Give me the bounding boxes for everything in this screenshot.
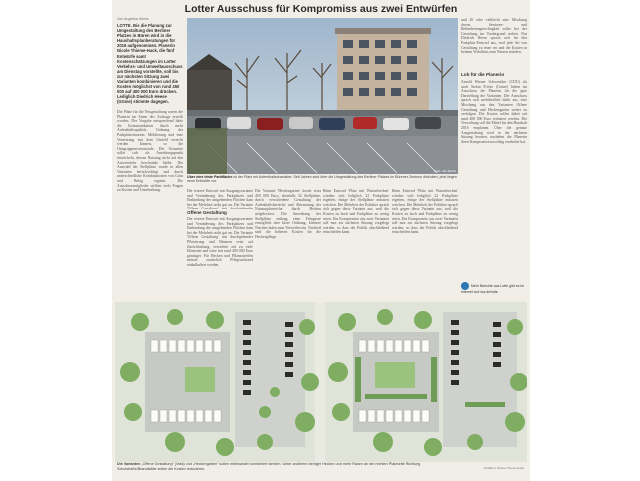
photo-caption-lead: Über eine triste Parkfläche [187,175,233,179]
globe-icon [461,282,469,290]
article-byline: Von Angelika Hitzke [117,17,149,21]
site-plan-caption [117,462,457,476]
site-plan-caption-lead: Die Varianten [117,462,141,466]
site-plan-left [115,302,319,462]
parking-lot-photo-graphic [187,18,458,174]
subhead-offene-gestaltung: Offene Gestaltung [187,210,227,215]
article-column-4: Beim Entwurf 'Platz mit Wasserbecken' würden sich lediglich 22 Parkplätze ergeben, einige der Stellplätze müssten weichen. Die Mehrheit der Politiker sprach sich gegen diese Variante aus, weil die Kosten zu hoch und Parkplätze zu wenig seien. Ein Kompromiss aus zwei Varianten soll nun zur nächsten Sitzung vorgelegt werden, so dass die Politik abschließend entscheiden kann. [323,189,389,235]
site-plan-right [325,302,527,462]
article-lead: LOTTE. Bis die Planung zur Umgestaltung des Berliner Platzes in Büren wird in die Haushaltsplanberatungen für 2016 aufgenommen. Planerin Nicole Thieme-Hack, die fünf Entwürfe samt Kostenschätzungen im Lotter Verkehrs- und Umweltausschuss am Dienstag vorstellte, soll bis zur nächsten Sitzung zwei Varianten kombinieren und die Kosten möglichst von rund 450 000 auf 400 000 Euro drücken. Lediglich Diedrich Heese (Grüne) stimmte dagegen. [117,23,183,105]
photo-credit: Foto: Jan-Moritz [434,169,456,173]
newspaper-page [112,0,530,481]
photo-caption-text: ist der Platz mit Aufenthaltscharakter. Seit Jahren wird über die Umgestaltung des Berliner Platzes im Bürener Zentrum diskutiert, jetzt liegen neue Entwürfe vor. [187,175,457,184]
article-column-2: Der teurere Entwurf mit Ausgangsvariante und Veränderung des Parkplatzes und Einbindung der umgebenden Flächen kam bei der Mehrheit nicht gut an. Die Variante [187,189,253,207]
article-column-6b: Arnold Werner Schwentker (CDU) als auch Stefan Fricke (Grüne) lobten im Ausschuss die Planerin für die gute Darstellung der Varianten. Der Ausschuss sprach sich mehrheitlich dafür aus, eine Mischung aus den Varianten Offene Gestaltung und Heckengarten weiter zu verfolgen. Die Kosten sollen dabei auf rund 400 000 Euro reduziert werden. Die Verwaltung soll die Mittel für den Haushalt 2016 einplanen. Über die genaue Ausgestaltung wird in der nächsten Sitzung beraten, nachdem die Planerin ihren Kompromissvorschlag erarbeitet hat. [461,80,527,144]
subhead-lob-planerin: Lob für die Planerin [461,72,505,77]
site-plan-credit: Grafiken: Nicole Thieme-Hack [484,466,524,470]
site-plan-graphic [115,302,527,462]
photo-caption [187,175,458,187]
article-headline: Lotter Ausschuss für Kompromiss aus zwei Entwürfen [184,3,458,15]
article-column-2b: Der teurere Entwurf mit Ausgangsvariante und Veränderung des Parkplatzes und Einbindung der umgebenden Flächen kam bei der Mehrheit nicht gut an. Die Variante 'Offene Gestaltung' mit durchgehender Pflasterung und Bäumen setzt auf Zurückhaltung, verzichtet auf zu viele Elemente und wäre mit rund 400 000 Euro günstiger. Für Hecken und Pflanzstreifen müsste zusätzlich Pflegeaufwand einkalkuliert werden. [187,217,253,267]
online-info-text: Mehr Berichte aus Lotte gibt es im Internet auf noz.de/lotte [461,283,525,294]
article-column-1: Die Pläne für die Neugestaltung waren die Planerin im Sinne des Auftrags erstellt worden. Der Vorgabe entsprechend hätte die Kommunikation durch mehr Aufenthaltsqualität, Ordnung der Parkplatzsituation, Möblierung und eine Vernetzung mit dem Umfeld erreicht werden können, so die Ortsgruppenvorsitzende. Die Ortsmitte sollte sich als Anziehungspunkt entwickeln, dessen Nutzung nicht auf den Autoverkehr beschränkt bleibt. Die Auswahl der Stellplätze wurde in allen Varianten berücksichtigt und durch unterschiedliche Kombinationen von Grün und Belag ergänzt. Die Ausschussmitglieder stellten viele Fragen zu Kosten und Unterhaltung. [117,110,183,193]
article-column-3: Die Variante 'Heckengarten' kostet etwa 450 000 Euro, ebenfalls 32 Stellplätze, durch verschiedene Gestaltung der Aufenthaltsbereiche und Abtrennung der Nutzungsbereiche durch Hecken aufgelockert. Die Anordnung der Stellplätze entlang einer Fahrgasse ermöglicht eine klare Ordnung, kleinere Nischen laden zum Verweilen ein. Nachteil sind die höheren Kosten für die Heckenpflege. [255,189,321,239]
site-plan-caption-text: „Offene Gestaltung" (links) und „Heckengarten" sollen miteinander kombiniert werden. Unter anderem weniger Hecken und mehr Rasen an der rechten Platzseite Richtung Schulstraße/Brandstätte sollen die Kosten reduzieren. [117,462,421,471]
article-column-6a: und 26 oder vielleicht eine Mischung davon. Senioren- und Behindertengerechtigkeit sollte bei der Gestaltung im Vordergrund stehen. Nur Diedrich Heese sprach sich für den Parkplatz-Entwurf aus, weil jede Art von Gestaltung zu teuer sei und die Kosten in keinem Verhältnis zum Nutzen stünden. [461,18,527,55]
parking-lot-photo [187,18,458,174]
online-info-box[interactable] [461,282,527,294]
site-plan-drawings [115,302,527,462]
article-column-5: Beim Entwurf 'Platz mit Wasserbecken' würden sich lediglich 22 Parkplätze ergeben, einige der Stellplätze müssten weichen. Die Mehrheit der Politiker sprach sich gegen diese Variante aus, weil die Kosten zu hoch und Parkplätze zu wenig seien. Ein Kompromiss aus zwei Varianten soll nun zur nächsten Sitzung vorgelegt werden, so dass die Politik abschließend entscheiden kann. [392,189,458,235]
